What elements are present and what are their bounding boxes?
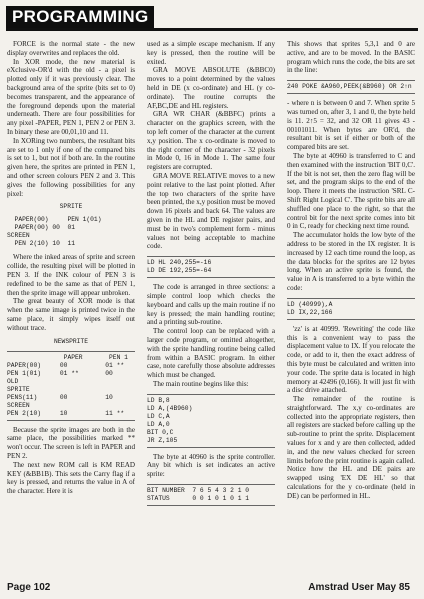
paragraph: - where n is between 0 and 7. When sprite 5 was turned on, after 3, 1 and 0, the byte held is 11. 2↑5 = 32, and 32 OR 11 gives 43 - 00101011. When bytes are OR'd, the resultant bit is set if either or both of the compared bits are set. <box>287 99 415 152</box>
paragraph: The next new ROM call is KM READ KEY (&BB1B). This sets the Carry flag if a key is pressed, and returns the value in A of the character. Here it is <box>7 460 135 496</box>
bit-status-table: BIT NUMBER 7 6 5 4 3 2 1 0 STATUS 0 0 1 0 1 0 1 1 <box>147 484 275 506</box>
column-2 <box>147 40 275 511</box>
paragraph: GRA MOVE ABSOLUTE (&BBC0) moves to a point determined by the values held in DE (x co-ordinate) and HL (y co-ordinate). The routine corrupts the AF,BC,DE and HL registers. <box>147 66 275 110</box>
paragraph: Where the inked areas of sprite and screen collide, the resulting pixel will be plotted in PEN 3. If the INK colour of PEN 3 is redefined to be the same as that of PEN 1, then the sprite image will appear unbroken. <box>7 253 135 297</box>
header-rule <box>6 28 418 31</box>
newsprite-table: PAPER PEN 1 PAPER(00) 00 01 ** PEN 1(01) 01 ** 00 OLD SPRITE PENS(11) 00 10 SCREEN PEN 2(10) 10 11 ** <box>7 351 135 421</box>
code-listing: LD HL 240,255=-16 LD DE 192,255=-64 <box>147 256 275 278</box>
paragraph: In XOR mode, the new material is eXclusive-OR'd with the old - a pixel is plotted only if it was previously clear. The background area of the sprite (bits set to 0) becomes transparent, and the appearance of the foreground depends upon the material underneath. There are four possibilities for any pixel -PAPER, PEN 1, PEN 2 or PEN 3. In binary these are 00,01,10 and 11. <box>7 57 135 136</box>
code-listing: LD B,8 LD A,(4B960) LD C,A LD A,0 BIT 0,C JR Z,105 <box>147 394 275 448</box>
paragraph: FORCE is the normal state - the new display overwrites and replaces the old. <box>7 40 135 57</box>
sprite-table: PAPER(00) PEN 1(01) PAPER(00) 00 01 SCREEN PEN 2(10) 10 11 <box>7 216 102 248</box>
paragraph: used as a simple escape mechanism. If any key is pressed, then the routine will be exited. <box>147 40 275 66</box>
page-footer <box>0 578 424 596</box>
paragraph: The byte at 40960 is transferred to C and then examined with the instruction 'BIT 0,C'. If the bit is not set, then the zero flag will be set, and the program skips to the end of the loop. There it meets the instruction 'SRL C-Shift Right Logical C'. The sprite bits are all shuffled one place to the right, so that the control bit for the next sprite comes into bit 0 in C, ready for checking next time round. <box>287 151 415 231</box>
paragraph: GRA WR CHAR (&BBFC) prints a character on the graphics screen, with the top left corner of the character at the current x,y position. The x co-ordinate is moved to the right corner of the character - 32 pixels in Mode 0, 16 in Mode 1. The same four registers are corrupted. <box>147 110 275 172</box>
sprite-table-title: SPRITE <box>59 203 83 211</box>
paragraph: Because the sprite images are both in the same place, the possibilities marked ** won't occur. The screen is left in PAPER and PEN 2. <box>7 425 135 460</box>
paragraph: GRA MOVE RELATIVE moves to a new point relative to the last point plotted. After the top two characters of the sprite have been printed, the x,y position must be moved down 16 pixels and back 64. The values are given in the HL and DE register pairs, and must be in two's complement form - minus values not being acceptable to machine code. <box>147 171 275 251</box>
paragraph: The accumulator holds the low byte of the address to be stored in the IX register. It is increased by 12 each time round the loop, as the data blocks for the sprites are 12 bytes long. When an active sprite is found, the value in A is transferred to a byte within the code: <box>287 231 415 292</box>
paragraph: The byte at 40960 is the sprite controller. Any bit which is set indicates an active sprite: <box>147 452 275 479</box>
section-title: PROGRAMMING <box>6 6 154 28</box>
column-3 <box>287 40 415 501</box>
code-listing: LD (40999),A LD IX,22,166 <box>287 298 415 320</box>
paragraph: The control loop can be replaced with a larger code program, or omitted altogether, with the sprite handling routine being called from within a BASIC program. In either case, note carefully those absolute addresses which must be changed. <box>147 327 275 380</box>
paragraph: The great beauty of XOR mode is that when the same image is printed twice in the same place, it simply wipes itself out without trace. <box>7 297 135 332</box>
section-header <box>6 4 418 32</box>
paragraph: In XORing two numbers, the resultant bits are set to 1 only if one of the compared bits is set to 1, but not if both are. In the routine given here, the sprites are printed in PEN 1, and other screen colours PEN 2 and 3. This gives the following possibilities for any pixel: <box>7 136 135 198</box>
paragraph: The remainder of the routine is straightforward. The x,y co-ordinates are collected into the appropriate registers, then all registers are stacked before calling up the sub-routine to print the sprite. Displacement values for x and y are then collected, added in, and the new values checked for screen limits before the print routine is again called. Notice how the HL and DE pairs are swapped using 'EX DE HL' so that calculations for the y co-ordinate (held in DE) can be performed in HL. <box>287 395 415 500</box>
page-number: Page 102 <box>7 582 51 593</box>
newsprite-table-title: NEWSPRITE <box>53 337 88 345</box>
magazine-issue: Amstrad User May 85 <box>308 582 410 593</box>
paragraph: 'zz' is at 40999. 'Rewriting' the code like this is a convenient way to pass the displacement value to IX. If you relocate the code, or add to it, then the exact address of this byte must be calculated and written into your code. The sprite data is located in high memory at 42496 (0,166). It will just fit with a disc drive attached. <box>287 324 415 395</box>
code-listing: 240 POKE &A960,PEEK(&B960) OR 2↑n <box>287 80 415 94</box>
paragraph: This shows that sprites 5,3,1 and 0 are active, and are to be moved. In the BASIC program which runs the code, the bits are set in the line: <box>287 40 415 75</box>
paragraph: The main routine begins like this: <box>153 379 249 388</box>
column-1 <box>7 40 135 496</box>
paragraph: The code is arranged in three sections: a simple control loop which checks the keyboard and calls up the main routine if no key is pressed; the main handling routine; and a printing sub-routine. <box>147 283 275 327</box>
